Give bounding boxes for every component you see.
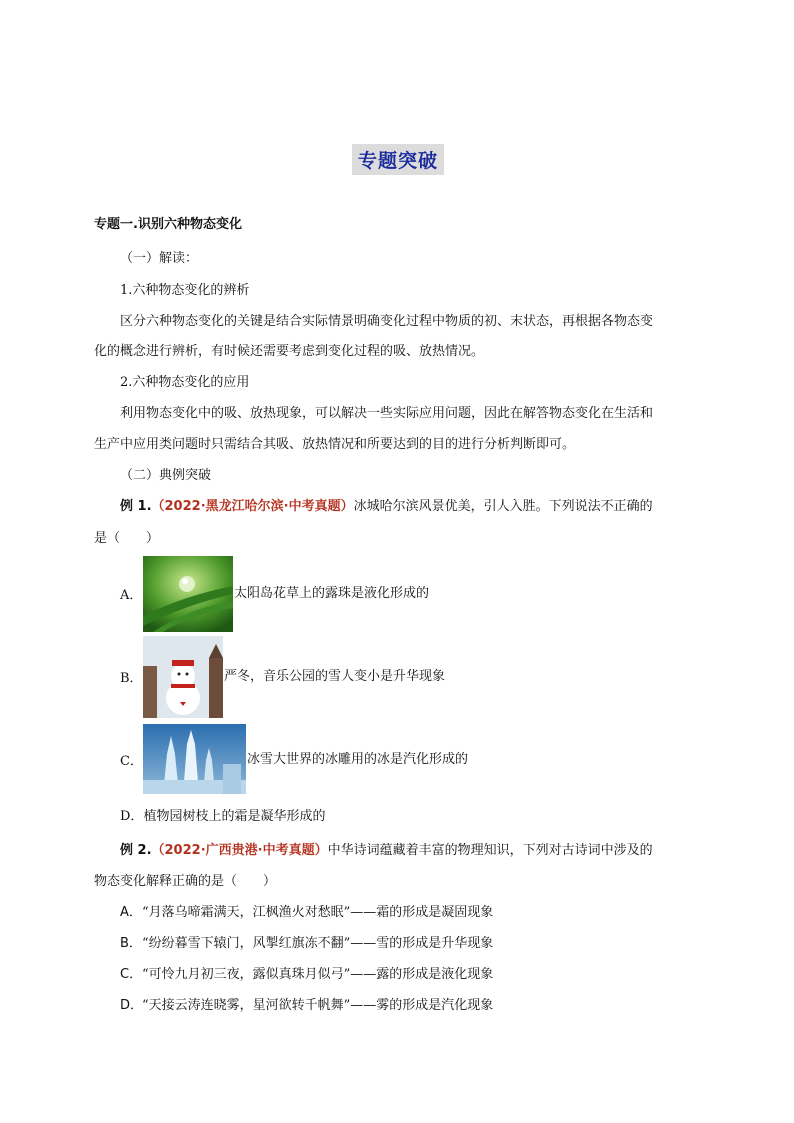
example2-option-d-letter: D． [120,998,144,1013]
example1-option-b-letter: B． [120,671,143,686]
interpretation-label: （一）解读： [120,251,199,266]
point1-text-line2: 化的概念进行辨析，有时候还需要考虑到变化过程的吸、放热情况。 [94,344,485,359]
example2-option-a-letter: A． [120,905,142,920]
example2-option-d [120,997,493,1015]
example2-source: （2022·广西贵港·中考真题） [151,843,328,858]
example1-option-d [120,808,325,826]
example1-question-line1: 冰城哈尔滨风景优美，引人入胜。下列说法不正确的 [353,499,653,514]
example1-option-d-text: 植物园树枝上的霜是凝华形成的 [143,809,326,824]
example2-option-b-letter: B． [120,936,142,951]
ice-sculpture-photo [143,724,246,794]
topic-heading: 专题一.识别六种物态变化 [94,217,242,232]
example1-question-line2: 是（ ） [94,531,160,546]
example1-label: 例 1. [120,499,152,514]
example2-option-a-text: “月落乌啼霜满天，江枫渔火对愁眠”——霜的形成是凝固现象 [142,905,494,920]
example2-question-line1: 中华诗词蕴藏着丰富的物理知识，下列对古诗词中涉及的 [327,843,653,858]
example2-option-b [120,935,493,953]
point1-title: 1.六种物态变化的辨析 [120,283,250,298]
dewdrop-photo [143,556,233,632]
point2-text-line1: 利用物态变化中的吸、放热现象，可以解决一些实际应用问题，因此在解答物态变化在生活和 [120,406,654,421]
example1-option-c-text: 冰雪大世界的冰雕用的冰是汽化形成的 [247,752,469,767]
example2-option-a [120,904,493,922]
point2-text-line2: 生产中应用类问题时只需结合其吸、放热情况和所要达到的目的进行分析判断即可。 [94,437,576,452]
example1-option-c-letter: C． [120,754,143,769]
example1-option-d-letter: D． [120,809,144,824]
example2-label: 例 2. [120,843,152,858]
example1-option-a-letter: A． [120,588,143,603]
example2-option-b-text: “纷纷暮雪下辕门，风掣红旗冻不翻”——雪的形成是升华现象 [142,936,494,951]
example2-option-c-letter: C． [120,967,143,982]
example1-option-a-text: 太阳岛花草上的露珠是液化形成的 [234,586,430,601]
point2-title: 2.六种物态变化的应用 [120,375,250,390]
point1-text-line1: 区分六种物态变化的关键是结合实际情景明确变化过程中物质的初、末状态，再根据各物态变 [120,314,654,329]
snowman-photo [143,636,223,718]
example1-question [120,498,653,516]
example1-option-b-text: 严冬，音乐公园的雪人变小是升华现象 [224,669,446,684]
example2-question [120,842,653,860]
example2-option-c [120,966,493,984]
example2-question-line2: 物态变化解释正确的是（ ） [94,874,277,889]
example2-option-c-text: “可怜九月初三夜，露似真珠月似弓”——露的形成是液化现象 [142,967,494,982]
example2-option-d-text: “天接云涛连晓雾，星河欲转千帆舞”——雾的形成是汽化现象 [142,998,494,1013]
examples-label: （二）典例突破 [120,468,212,483]
page-title: 专题突破 [352,144,444,175]
example1-source: （2022·黑龙江哈尔滨·中考真题） [151,499,354,514]
